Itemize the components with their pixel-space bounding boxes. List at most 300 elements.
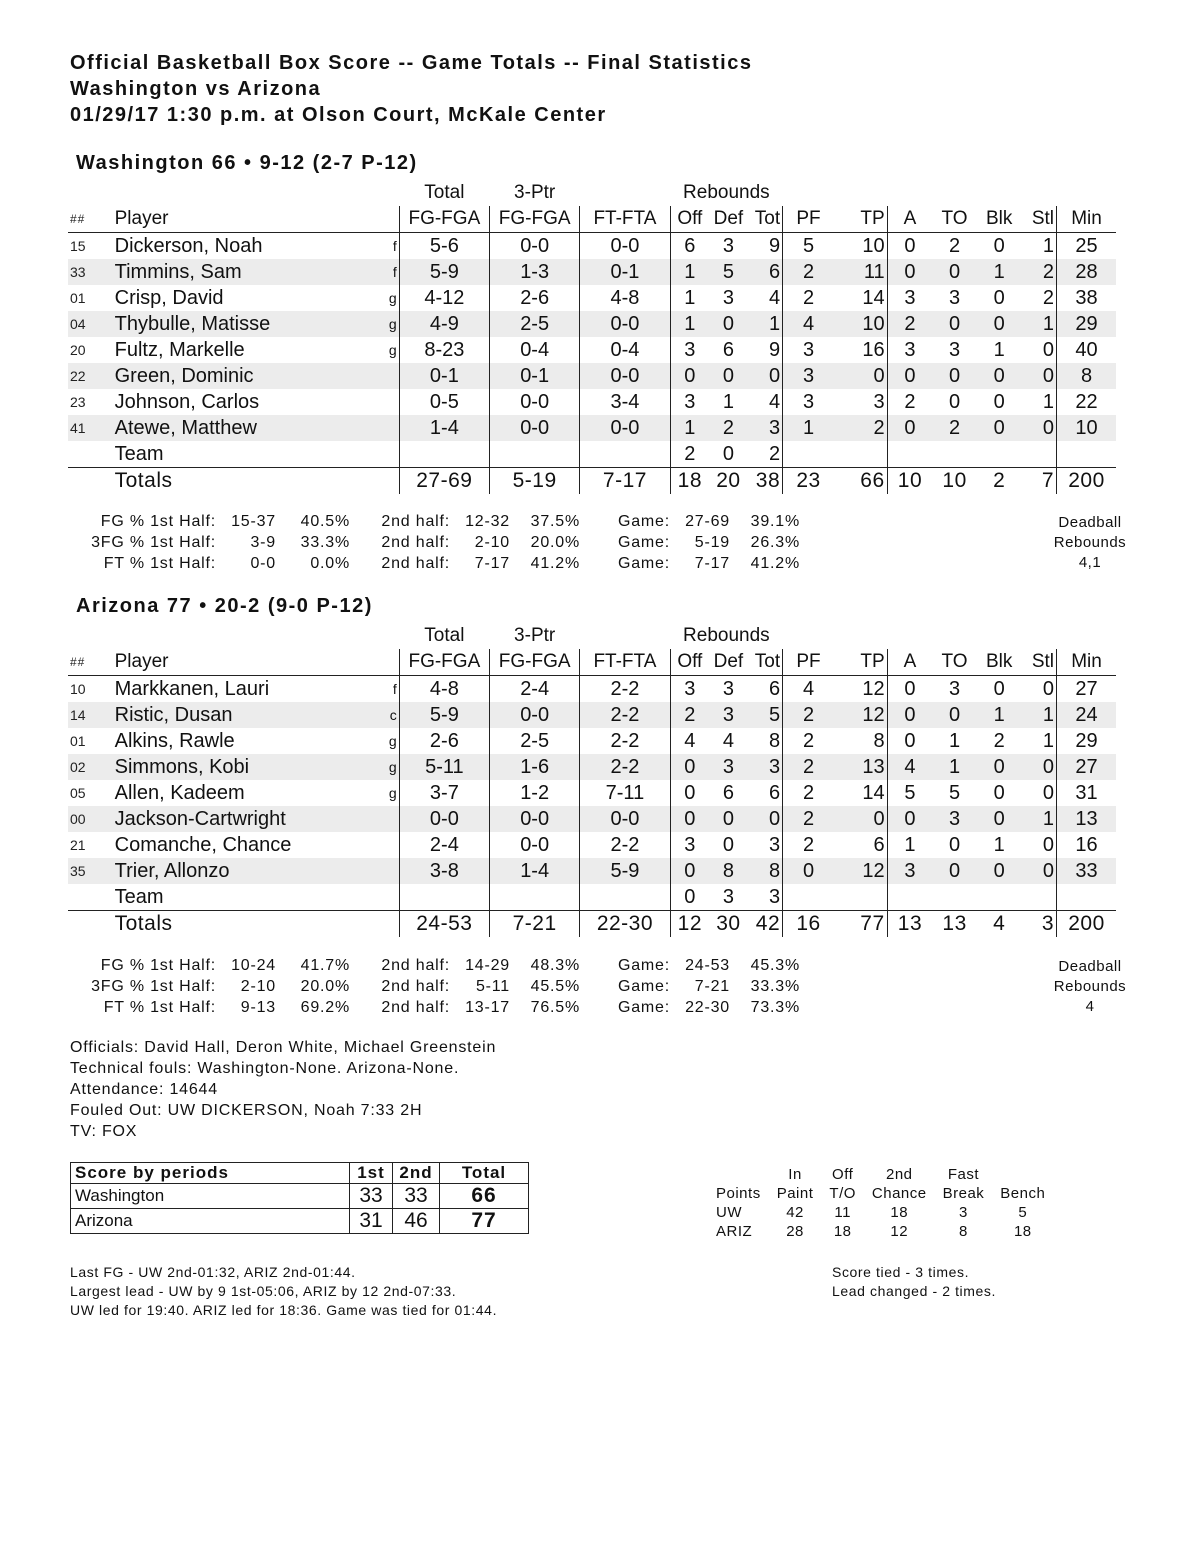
player-min: 10 (1057, 415, 1116, 441)
player-a: 0 (904, 730, 916, 752)
player-ft: 2-2 (580, 702, 670, 728)
player-blk: 1 (977, 702, 1022, 728)
ft-header: FT-FTA (580, 206, 670, 233)
player-fg3: 0-0 (490, 806, 580, 832)
ft-header: FT-FTA (580, 649, 670, 676)
player-pf: 3 (802, 391, 815, 413)
player-def: 6 (722, 339, 734, 361)
player-off: 2 (670, 702, 709, 728)
deadball-line1: Deadball (1058, 958, 1122, 975)
pct-h1p: 40.5% (300, 513, 350, 530)
periods-p1: 31 (350, 1209, 393, 1234)
player-name: Allen, Kadeem (114, 782, 245, 804)
blank-cell (490, 884, 580, 911)
totals-blk: 4 (977, 911, 1022, 938)
team-rebounds-row (68, 884, 1116, 911)
points-fast: 3 (959, 1204, 968, 1221)
bench-header: Bench (1000, 1185, 1046, 1202)
in-header: In (788, 1166, 802, 1183)
player-blk: 0 (993, 678, 1005, 700)
points-team: ARIZ (716, 1223, 753, 1240)
player-tot: 6 (748, 780, 783, 806)
totals-fg: 24-53 (399, 911, 489, 938)
pct-h1p: 41.7% (300, 957, 350, 974)
player-row (68, 259, 1116, 285)
player-ft: 2-2 (580, 676, 670, 703)
pct-gp: 26.3% (750, 534, 800, 551)
score-by-periods-table (70, 1162, 529, 1234)
blank-cell (380, 911, 399, 938)
player-position (380, 415, 399, 441)
blank-cell (783, 441, 834, 468)
column-header-row (68, 649, 1116, 676)
player-a: 4 (887, 754, 932, 780)
player-pf: 2 (802, 287, 815, 309)
team-def: 0 (722, 443, 734, 465)
player-position: g (380, 311, 399, 337)
player-name: Green, Dominic (113, 363, 381, 389)
player-position: g (380, 754, 399, 780)
player-ft: 3-4 (580, 389, 670, 415)
totals-min: 200 (1057, 911, 1116, 938)
lead-changed: Lead changed - 2 times. (832, 1283, 997, 1299)
a-header: A (887, 649, 932, 676)
blank-cell (1057, 180, 1116, 206)
team-title: Washington 66 • 9-12 (2-7 P-12) (76, 152, 418, 174)
player-a: 2 (887, 311, 932, 337)
blank-cell (887, 623, 932, 649)
min-header: Min (1057, 649, 1116, 676)
player-position: f (380, 259, 399, 285)
last-fg: Last FG - UW 2nd-01:32, ARIZ 2nd-01:44. (70, 1264, 356, 1280)
player-ft: 2-2 (580, 832, 670, 858)
team-row-label: Team (114, 886, 164, 908)
shooting-percentages-table (76, 511, 800, 574)
pct-h2: 14-29 (465, 957, 510, 974)
player-off: 1 (670, 259, 709, 285)
player-tp: 2 (834, 415, 887, 441)
off-header: Off (670, 206, 709, 233)
position-header (380, 206, 399, 233)
player-tot: 9 (748, 337, 783, 363)
player-fg3: 1-3 (490, 259, 580, 285)
blank-cell (1057, 623, 1116, 649)
player-number: 02 (68, 754, 113, 780)
pct-label: FT % 1st Half: (103, 555, 216, 572)
player-a: 0 (887, 806, 932, 832)
blank-cell (977, 180, 1022, 206)
fg-header: FG-FGA (399, 206, 489, 233)
player-blk: 0 (977, 415, 1022, 441)
totals-fg: 27-69 (399, 468, 489, 495)
player-off: 3 (670, 337, 709, 363)
totals-def: 30 (709, 911, 748, 938)
player-off: 1 (670, 311, 709, 337)
player-def: 5 (709, 259, 748, 285)
totals-ft: 7-17 (580, 468, 670, 495)
player-fg3: 1-4 (490, 858, 580, 884)
player-tot: 3 (748, 415, 783, 441)
pct-gp: 45.3% (750, 957, 800, 974)
player-def: 0 (722, 834, 734, 856)
chance-header: Chance (871, 1185, 927, 1202)
totals-a: 13 (887, 911, 932, 938)
pct-h2p: 48.3% (530, 957, 580, 974)
player-name: Atewe, Matthew (113, 415, 381, 441)
player-tot: 0 (748, 363, 783, 389)
player-blk: 0 (993, 391, 1005, 413)
player-pf: 0 (783, 858, 834, 884)
game-date-venue: 01/29/17 1:30 p.m. at Olson Court, McKale Center (70, 104, 607, 126)
player-fg3: 0-0 (490, 389, 580, 415)
player-number: 10 (70, 681, 86, 697)
player-fg3: 0-0 (490, 233, 580, 260)
player-off: 3 (670, 389, 709, 415)
player-tp: 0 (834, 363, 887, 389)
player-blk: 0 (977, 754, 1022, 780)
player-tot: 6 (748, 259, 783, 285)
player-name: Thybulle, Matisse (113, 311, 381, 337)
team-def: 3 (722, 886, 734, 908)
player-off: 3 (670, 832, 709, 858)
blank-cell (932, 441, 977, 468)
team-off: 0 (670, 884, 709, 911)
player-stl: 1 (1022, 389, 1057, 415)
player-off: 0 (670, 780, 709, 806)
player-def: 3 (722, 287, 734, 309)
attendance: Attendance: 14644 (70, 1081, 218, 1098)
game-notes (70, 1037, 496, 1142)
points-breakdown-table (712, 1165, 1053, 1241)
player-fg: 5-9 (399, 702, 489, 728)
pct-gl: Game: (617, 555, 670, 572)
position-header (380, 649, 399, 676)
to-header: TO (932, 649, 977, 676)
column-header-row (68, 206, 1116, 233)
player-ft: 0-0 (580, 311, 670, 337)
player-ft: 2-2 (580, 728, 670, 754)
player-a: 0 (904, 235, 916, 257)
player-min: 33 (1057, 858, 1116, 884)
player-stl: 1 (1022, 233, 1057, 260)
pct-h2l: 2nd half: (381, 978, 450, 995)
player-row (68, 311, 1116, 337)
number-header: ## (68, 649, 113, 676)
player-row (68, 285, 1116, 311)
player-tot: 1 (748, 311, 783, 337)
pct-h2l: 2nd half: (381, 513, 450, 530)
player-off: 4 (670, 728, 709, 754)
player-def: 1 (722, 391, 734, 413)
pct-h2: 5-11 (475, 978, 510, 995)
player-tp: 14 (834, 285, 887, 311)
blank-cell (580, 623, 670, 649)
player-stl: 2 (1022, 259, 1057, 285)
player-fg: 3-8 (399, 858, 489, 884)
pct-label: 3FG % 1st Half: (91, 534, 216, 551)
player-ft: 2-2 (580, 754, 670, 780)
player-pf: 2 (783, 702, 834, 728)
pct-gl: Game: (617, 534, 670, 551)
player-blk: 2 (993, 730, 1005, 752)
pct-label: 3FG % 1st Half: (91, 978, 216, 995)
pct-h1: 15-37 (231, 513, 276, 530)
pct-label: FG % 1st Half: (100, 513, 216, 530)
player-pf: 1 (783, 415, 834, 441)
pct-h2l: 2nd half: (381, 999, 450, 1016)
player-number: 05 (70, 785, 86, 801)
to-header: TO (932, 206, 977, 233)
player-number: 33 (68, 259, 113, 285)
player-to: 0 (932, 363, 977, 389)
totals-label: Totals (113, 911, 381, 938)
tie-notes (832, 1263, 996, 1301)
player-a: 3 (904, 339, 916, 361)
player-name: Crisp, David (114, 287, 224, 309)
player-position: g (388, 290, 397, 306)
player-tot: 5 (748, 702, 783, 728)
player-row (68, 389, 1116, 415)
report-header (70, 50, 752, 128)
blank-cell (380, 623, 399, 649)
player-stl: 1 (1022, 806, 1057, 832)
periods-team: Arizona (71, 1209, 350, 1234)
totals-off: 12 (670, 911, 709, 938)
player-ft: 0-0 (580, 415, 670, 441)
blank-cell (490, 441, 580, 468)
player-blk: 0 (993, 287, 1005, 309)
player-tp: 6 (834, 832, 887, 858)
points-header-row-1 (712, 1165, 1053, 1184)
player-stl: 1 (1022, 311, 1057, 337)
second-header: 2nd (885, 1166, 913, 1183)
player-to: 0 (949, 834, 961, 856)
pf-header: PF (783, 206, 834, 233)
points-blank (712, 1165, 769, 1184)
totals-tp: 66 (834, 468, 887, 495)
pct-gp: 73.3% (750, 999, 800, 1016)
deadball-line1: Deadball (1058, 514, 1122, 531)
percentage-row (76, 976, 800, 997)
blank-cell (783, 623, 834, 649)
periods-team: Washington (71, 1184, 350, 1209)
player-tp: 12 (834, 702, 887, 728)
pct-g: 24-53 (685, 957, 730, 974)
pct-gp: 33.3% (750, 978, 800, 995)
player-position (380, 858, 399, 884)
player-off: 0 (670, 806, 709, 832)
totals-blk: 2 (977, 468, 1022, 495)
player-blk: 0 (993, 782, 1005, 804)
player-tp: 13 (834, 754, 887, 780)
player-a: 3 (887, 858, 932, 884)
player-min: 22 (1075, 391, 1098, 413)
player-tot: 4 (748, 285, 783, 311)
player-to: 1 (949, 730, 961, 752)
player-ft: 0-0 (580, 806, 670, 832)
deadball-value: 4,1 (1078, 554, 1102, 571)
player-stl: 0 (1022, 780, 1057, 806)
to-header: T/O (829, 1185, 856, 1202)
pct-gl: Game: (617, 999, 670, 1016)
team-row-label: Team (114, 443, 164, 465)
player-def: 3 (709, 702, 748, 728)
player-tp: 8 (834, 728, 887, 754)
pct-g: 7-17 (694, 555, 730, 572)
points-blank (992, 1165, 1053, 1184)
blk-header: Blk (977, 206, 1022, 233)
player-off: 6 (670, 233, 709, 260)
player-fg3: 2-5 (490, 311, 580, 337)
player-position (380, 806, 399, 832)
pct-h2l: 2nd half: (381, 555, 450, 572)
fg3-header: FG-FGA (490, 206, 580, 233)
player-tot: 8 (748, 728, 783, 754)
lead-notes (70, 1263, 497, 1320)
player-stl: 2 (1022, 285, 1057, 311)
shooting-percentages (76, 511, 800, 574)
periods-label: Score by periods (71, 1163, 350, 1184)
player-stl: 0 (1022, 337, 1057, 363)
pct-gl: Game: (617, 957, 670, 974)
team-title: Arizona 77 • 20-2 (9-0 P-12) (76, 595, 373, 617)
totals-label: Totals (113, 468, 381, 495)
blank-cell (834, 884, 887, 911)
blank-cell (1057, 441, 1116, 468)
pct-h1: 10-24 (231, 957, 276, 974)
player-tp: 12 (834, 676, 887, 703)
player-to: 3 (949, 678, 961, 700)
blank-cell (834, 180, 887, 206)
player-a: 0 (887, 415, 932, 441)
team-tot: 3 (748, 884, 783, 911)
blank-cell (380, 468, 399, 495)
team-rebounds-row (68, 441, 1116, 468)
player-tp: 0 (834, 806, 887, 832)
player-ft: 0-0 (580, 363, 670, 389)
player-min: 13 (1057, 806, 1116, 832)
player-min: 28 (1057, 259, 1116, 285)
player-min: 27 (1075, 678, 1098, 700)
blank-cell (887, 180, 932, 206)
player-position: g (388, 733, 397, 749)
blk-header: Blk (977, 649, 1022, 676)
points-to: 11 (834, 1204, 851, 1221)
3ptr-group-header: 3-Ptr (514, 182, 556, 203)
periods-row (71, 1209, 529, 1234)
totals-tot: 42 (748, 911, 783, 938)
player-tp: 10 (834, 311, 887, 337)
pct-h1: 0-0 (250, 555, 276, 572)
player-to: 0 (932, 702, 977, 728)
fast-header: Fast (947, 1166, 980, 1183)
deadball-line2: Rebounds (1053, 978, 1127, 995)
player-blk: 1 (993, 834, 1005, 856)
player-pf: 4 (802, 678, 815, 700)
pct-gp: 39.1% (750, 513, 800, 530)
player-number: 35 (68, 858, 113, 884)
deadball-rebounds (1040, 957, 1140, 1017)
player-a: 2 (904, 391, 916, 413)
blank-cell (932, 623, 977, 649)
totals-fg3: 7-21 (490, 911, 580, 938)
player-a: 3 (904, 287, 916, 309)
player-fg: 0-0 (399, 806, 489, 832)
player-name: Johnson, Carlos (114, 391, 260, 413)
deadball-value: 4 (1085, 998, 1095, 1015)
player-blk: 0 (977, 806, 1022, 832)
blank-cell (68, 441, 113, 468)
player-tot: 8 (748, 858, 783, 884)
player-a: 0 (904, 678, 916, 700)
blank-cell (68, 623, 113, 649)
player-def: 3 (722, 678, 734, 700)
pct-gl: Game: (617, 978, 670, 995)
player-min: 24 (1057, 702, 1116, 728)
pct-g: 27-69 (685, 513, 730, 530)
pct-h2: 7-17 (474, 555, 510, 572)
blank-cell (580, 180, 670, 206)
player-blk: 0 (977, 858, 1022, 884)
player-to: 1 (932, 754, 977, 780)
pct-h1p: 20.0% (300, 978, 350, 995)
blank-cell (580, 884, 670, 911)
player-position: f (392, 681, 397, 697)
pct-h2p: 45.5% (530, 978, 580, 995)
player-number: 20 (70, 342, 86, 358)
totals-a: 10 (887, 468, 932, 495)
points-chance: 12 (890, 1223, 909, 1240)
blank-cell (977, 884, 1022, 911)
player-name: Timmins, Sam (113, 259, 381, 285)
player-fg3: 2-5 (490, 728, 580, 754)
blank-cell (68, 180, 113, 206)
blank-cell (68, 468, 113, 495)
pct-label: FT % 1st Half: (103, 999, 216, 1016)
percentage-row (76, 532, 800, 553)
player-position: c (380, 702, 399, 728)
player-header: Player (113, 649, 381, 676)
player-stl: 0 (1022, 754, 1057, 780)
player-def: 0 (709, 311, 748, 337)
player-number: 41 (68, 415, 113, 441)
player-to: 2 (932, 415, 977, 441)
player-fg3: 2-4 (490, 676, 580, 703)
number-header: ## (68, 206, 113, 233)
player-row (68, 806, 1116, 832)
player-fg: 4-12 (399, 285, 489, 311)
points-bench: 5 (1018, 1204, 1028, 1221)
totals-pf: 16 (783, 911, 834, 938)
break-header: Break (942, 1185, 985, 1202)
player-to: 3 (932, 806, 977, 832)
player-min: 29 (1075, 730, 1098, 752)
a-header: A (887, 206, 932, 233)
player-def: 3 (709, 754, 748, 780)
blank-cell (1022, 441, 1057, 468)
player-fg: 0-1 (399, 363, 489, 389)
total-group-header: Total (424, 625, 465, 646)
rebounds-group-header: Rebounds (683, 182, 770, 203)
player-off: 0 (670, 363, 709, 389)
player-row (68, 233, 1116, 260)
player-name: Jackson-Cartwright (113, 806, 381, 832)
totals-to: 10 (932, 468, 977, 495)
points-paint: 28 (786, 1223, 804, 1240)
pct-h2p: 76.5% (530, 999, 580, 1016)
player-tp: 14 (834, 780, 887, 806)
player-name: Alkins, Rawle (114, 730, 235, 752)
